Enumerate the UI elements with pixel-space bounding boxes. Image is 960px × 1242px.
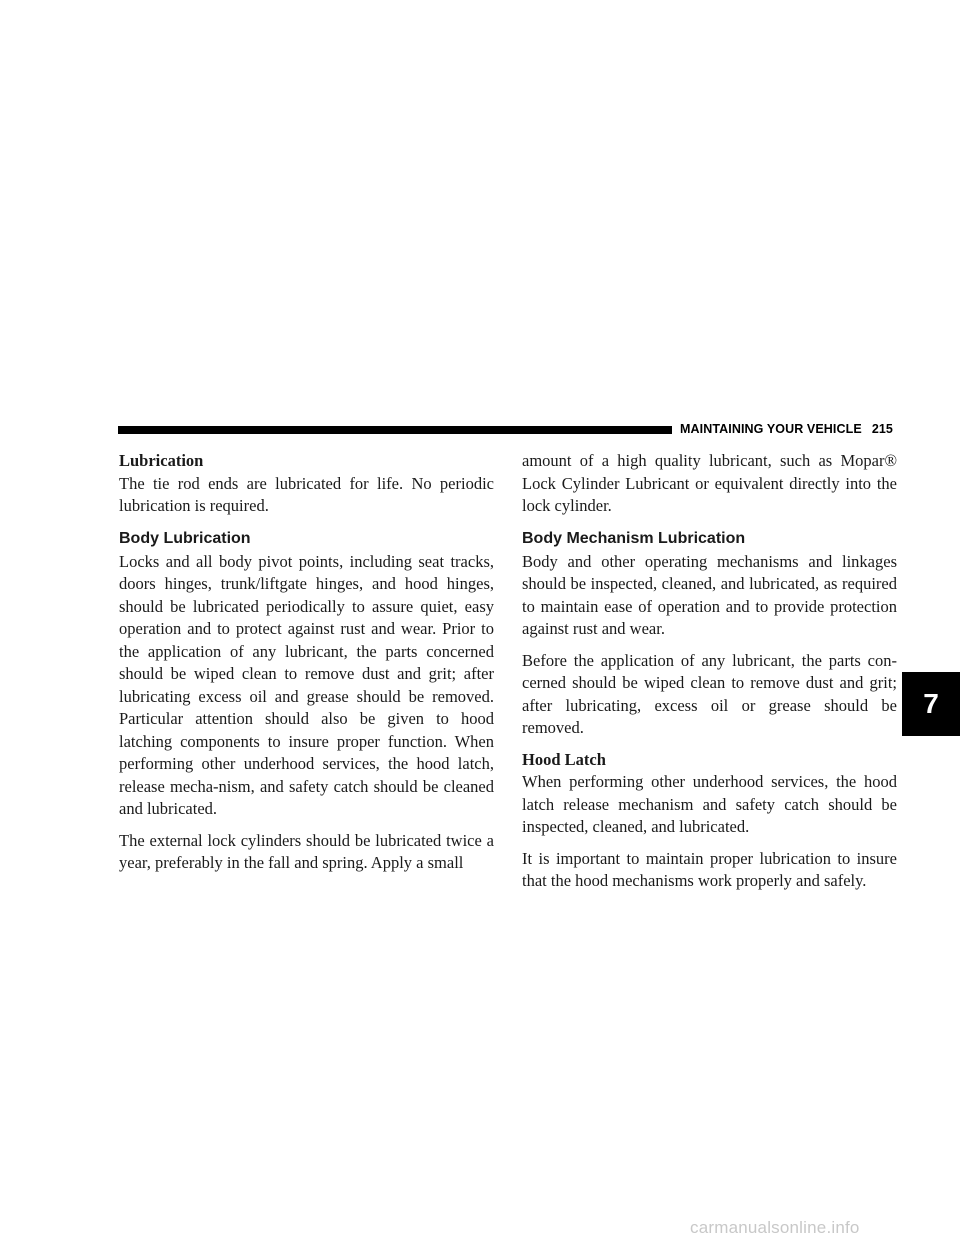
header-rule <box>118 426 672 434</box>
running-header <box>680 422 893 436</box>
body-lubrication-heading: Body Lubrication <box>119 529 251 547</box>
lubrication-text: The tie rod ends are lubricated for life. No periodic lubrication is required. <box>119 473 494 515</box>
lubrication-heading: Lubrication <box>119 451 204 470</box>
body-mechanism-heading: Body Mechanism Lubrication <box>522 529 746 547</box>
body-mechanism-paragraph-2: Before the application of any lubricant, the parts con-cerned should be wiped clean to remove dust and grit; after lubricating, excess oil or grease should be removed. <box>522 650 897 737</box>
lock-cylinder-continued-text: amount of a high quality lubricant, such as Mopar® Lock Cylinder Lubricant or equivalent directly into the lock cylinder. <box>522 451 897 515</box>
left-column <box>119 450 494 875</box>
footer-watermark: carmanualsonline.info <box>690 1218 860 1237</box>
hood-latch-paragraph-1: When performing other underhood services, the hood latch release mechanism and safety catch should be inspected, cleaned, and lubricated. <box>522 772 897 836</box>
page-number: 215 <box>871 422 893 436</box>
section-tab: 7 <box>902 672 960 736</box>
hood-latch-paragraph-2: It is important to maintain proper lubrication to insure that the hood mechanisms work properly and safely. <box>522 848 897 890</box>
chapter-title: MAINTAINING YOUR VEHICLE <box>680 422 862 436</box>
right-column <box>522 450 897 893</box>
hood-latch-heading: Hood Latch <box>522 749 606 769</box>
body-mechanism-paragraph-1: Body and other operating mechanisms and linkages should be inspected, cleaned, and lubricated, as required to maintain ease of operation and to provide protection against rust and wear. <box>522 551 897 638</box>
body-lubrication-paragraph-1: Locks and all body pivot points, including seat tracks, doors hinges, trunk/liftgate hinges, and hood hinges, should be lubricated periodically to assure quiet, easy operation and to protect against rust and wear. Prior to the application of any lubricant, the parts concerned should be wiped clean to remove dust and grit; after lubricating excess oil and grease should be removed. Particular attention should also be given to hood latching components to insure proper function. When performing other underhood services, the hood latch, release mecha-nism, and safety catch should be cleaned and lubricated. <box>119 551 494 818</box>
body-lubrication-paragraph-2: The external lock cylinders should be lubricated twice a year, preferably in the fall and spring. Apply a small <box>119 830 494 872</box>
